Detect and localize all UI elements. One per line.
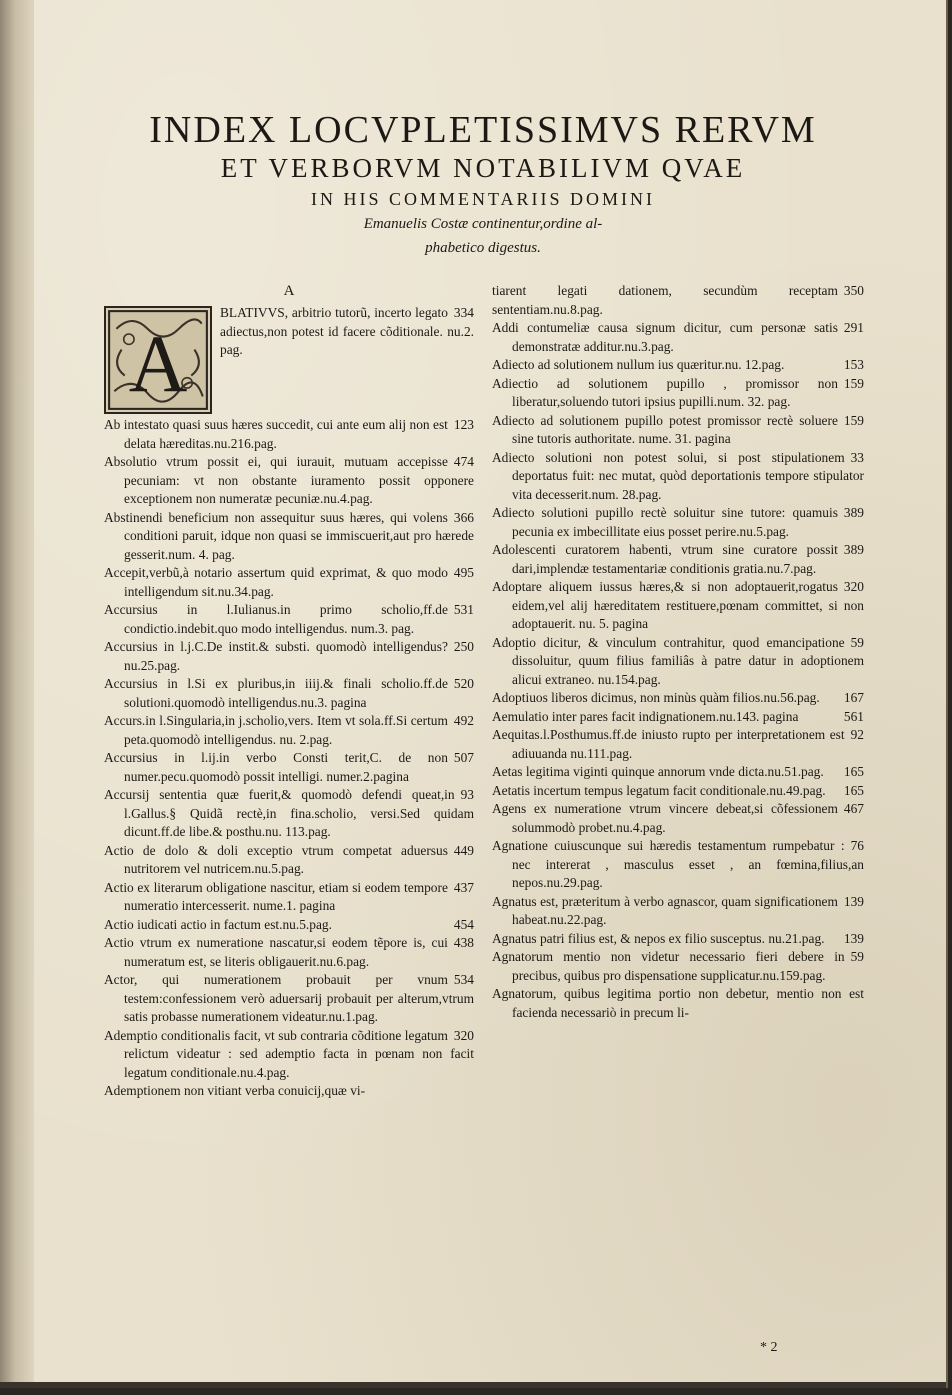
title-line-5: phabetico digestus.: [425, 240, 541, 256]
entry-text: Actio iudicati actio in factum est.nu.5.pag.: [104, 916, 332, 932]
index-entry: [104, 601, 474, 638]
entry-page-number: 33: [850, 449, 864, 465]
index-entry: [104, 934, 474, 971]
entry-page-number: 507: [453, 750, 474, 765]
entry-text: Absolutio vtrum possit ei, qui iurauit, mutuam accepisse pecuniam: vt non obstante iuramento possit opponere exceptionem non numeratæ pecuniæ.nu.4.pag.: [104, 454, 474, 506]
index-entry: [492, 948, 864, 985]
entry-page-number: 93: [460, 787, 474, 802]
entry-text: Agnatione cuiuscunque sui hæredis testamentum rumpebatur : nec intererat , masculus esset , an fœmina,filius,an nepos.nu.29.pag.: [492, 838, 864, 890]
index-entry: [492, 763, 864, 782]
title-line-2: ET VERBORVM NOTABILIVM QVAE: [220, 153, 746, 183]
entry-page-number: 320: [453, 1027, 474, 1043]
entry-page-number: 139: [843, 893, 864, 909]
entry-text: Accursius in l.Iulianus.in primo scholio,ff.de condictio.indebit.quo modo intelligendus. num.3. pag.: [104, 602, 448, 636]
entry-page-number: 474: [453, 454, 474, 469]
entry-text: Adiecto solutioni non potest solui, si post stipulationem deportatus fuit: nec mutat, quòd deportationis tempore stipulator vita decesserit.num. 28.pag.: [492, 449, 864, 502]
index-entry: [104, 749, 474, 786]
entry-page-number: 59: [850, 634, 864, 650]
entry-page-number: 159: [843, 375, 864, 391]
entry-text: Addi contumeliæ causa signum dicitur, cum personæ satis demonstratæ additur.nu.3.pag.: [492, 320, 838, 354]
entry-text: Actio de dolo & doli exceptio vtrum competat aduersus nutritorem vel nutricem.nu.5.pag.: [104, 842, 448, 876]
entry-page-number: 534: [453, 972, 474, 987]
index-entry: [492, 578, 864, 634]
index-entry: [492, 504, 864, 541]
entry-text: Accursij sententia quæ fuerit,& quomodò defendi queat,in l.Gallus.§ Quidã rectè,in fina.scholio, versi.Sed quidam dicunt.ff.de libe.& posthu.nu. 113.pag.: [104, 787, 474, 839]
entry-text: Accursius in l.ij.in verbo Consti terit,C. de non numer.pecu.quomodò possit intelligi. numer.2.pagina: [104, 750, 448, 784]
entry-text: Adolescenti curatorem habenti, vtrum sine curatore possit dari,implendæ testamentariæ conditionis gratia.nu.7.pag.: [492, 542, 838, 576]
book-binding: [0, 0, 34, 1388]
entry-page-number: 531: [453, 602, 474, 617]
index-entry: [492, 282, 864, 319]
entry-page-number: 123: [453, 417, 474, 432]
entry-page-number: 165: [843, 782, 864, 798]
entry-text: Adoptio dicitur, & vinculum contrahitur, quod emancipatione dissoluitur, quum filius familiâs à patre datur in adoptionem alicui extraneo. nu.154.pag.: [492, 634, 864, 687]
index-entry: [104, 638, 474, 675]
entry-page-number: 449: [453, 842, 474, 858]
index-entry: [492, 708, 864, 727]
entry-text: Adoptiuos liberos dicimus, non minùs quàm filios.nu.56.pag.: [492, 690, 820, 705]
title-line-1: INDEX LOCVPLETISSIMVS RERVM: [149, 109, 817, 151]
entry-text: Adoptare aliquem iussus hæres,& si non adoptauerit,rogatus eidem,vel alij hæreditatem restituere,pœnam committet, si non adoptauerit. nu. 5. pagina: [492, 579, 864, 631]
index-entry: [492, 930, 864, 949]
index-entry: [492, 375, 864, 412]
entry-page-number: 334: [453, 305, 474, 320]
entry-page-number: 389: [843, 505, 864, 520]
index-entry: [104, 786, 474, 842]
page-edge: [0, 1382, 946, 1388]
entry-page-number: 139: [843, 930, 864, 946]
entry-text: Aequitas.l.Posthumus.ff.de iniusto rupto per interpretationem est adiuuanda nu.111.pag.: [492, 727, 845, 761]
left-entry-list: [104, 304, 474, 1101]
index-entry: [104, 712, 474, 749]
index-entry: [104, 842, 474, 879]
entry-page-number: 320: [843, 579, 864, 594]
catchword: * 2: [760, 1340, 778, 1355]
entry-text: Actio ex literarum obligatione nascitur, etiam si eodem tempore numeratio intercesserit. nume.1. pagina: [104, 879, 448, 913]
title-line-4: Emanuelis Costæ continentur,ordine al-: [363, 216, 603, 232]
entry-page-number: 250: [453, 639, 474, 654]
entry-page-number: 153: [843, 357, 864, 372]
index-entry: [104, 1082, 474, 1101]
right-column: [492, 282, 864, 1022]
entry-text: Agnatorum, quibus legitima portio non debetur, mentio non est facienda necessariò in precum li-: [492, 986, 864, 1020]
entry-text: Abstinendi beneficium non assequitur suus hæres, qui volens conditioni paruit, idque non quasi se immiscuerit,aut pro hærede gesserit.num. 4. pag.: [104, 509, 474, 562]
index-entry: [104, 879, 474, 916]
entry-page-number: 159: [843, 412, 864, 428]
entry-text: Aetas legitima viginti quinque annorum vnde dicta.nu.51.pag.: [492, 764, 824, 779]
entry-text: Aemulatio inter pares facit indignationem.nu.143. pagina: [492, 708, 799, 724]
index-entry: [492, 726, 864, 763]
entry-page-number: 92: [850, 727, 864, 742]
entry-page-number: 520: [453, 676, 474, 691]
left-column: [104, 282, 474, 1101]
index-entry: [104, 564, 474, 601]
index-entry: [492, 634, 864, 690]
entry-page-number: 438: [453, 935, 474, 950]
index-entry: [492, 689, 864, 708]
index-entry: [492, 356, 864, 375]
entry-page-number: 437: [453, 879, 474, 895]
entry-page-number: 495: [453, 565, 474, 580]
index-entry: [492, 893, 864, 930]
index-entry: [104, 1027, 474, 1083]
index-entry: [104, 675, 474, 712]
entry-text: Adiecto ad solutionem nullum ius quæritur.nu. 12.pag.: [492, 357, 785, 372]
index-entry: [492, 800, 864, 837]
entry-text: Accursius in l.Si ex pluribus,in iiij.& finali scholio.ff.de solutioni.quomodò intelligendus.nu.3. pagina: [104, 676, 448, 710]
drop-cap-letter: A: [128, 319, 188, 410]
entry-page-number: 76: [850, 838, 864, 853]
index-entry: [104, 509, 474, 565]
index-title: [40, 108, 926, 260]
index-entry: [492, 837, 864, 893]
index-entry: [104, 416, 474, 453]
index-entry: [492, 541, 864, 578]
entry-page-number: 467: [843, 801, 864, 816]
index-entry: [104, 453, 474, 509]
ornamental-letter-icon: [106, 308, 210, 412]
entry-page-number: 454: [453, 916, 474, 932]
entry-text: Ab intestato quasi suus hæres succedit, cui ante eum alij non est delata hæreditas.nu.216.pag.: [104, 417, 448, 451]
entry-page-number: 59: [850, 949, 864, 964]
right-entry-list: [492, 282, 864, 1022]
entry-page-number: 561: [843, 708, 864, 724]
index-entry: [104, 971, 474, 1027]
entry-text: Accepit,verbũ,à notario assertum quid exprimat, & quo modo intelligendum sit.nu.34.pag.: [104, 565, 448, 599]
entry-page-number: 165: [843, 764, 864, 779]
entry-text: Agnatus est, præteritum à verbo agnascor, quam significationem habeat.nu.22.pag.: [492, 893, 838, 927]
index-entry: [492, 412, 864, 449]
entry-text: Actor, qui numerationem probauit per vnum testem:confessionem verò aduersarij probauit per alterum,vtrum satis probasse numerationem videatur.nu.1.pag.: [104, 972, 474, 1024]
entry-text: Ademptio conditionalis facit, vt sub contraria cõditione legatum relictum videatur : sed ademptio facta in pœnam non facit legatum conditionale.nu.4.pag.: [104, 1027, 474, 1080]
index-entry: [492, 985, 864, 1022]
entry-page-number: 167: [843, 690, 864, 705]
entry-text: tiarent legati dationem, secundùm receptam sententiam.nu.8.pag.: [492, 283, 838, 317]
entry-page-number: 366: [453, 509, 474, 525]
index-entry: [492, 782, 864, 801]
entry-text: Agens ex numeratione vtrum vincere debeat,si cõfessionem solummodò probet.nu.4.pag.: [492, 801, 838, 835]
entry-page-number: 492: [453, 713, 474, 728]
index-entry: [104, 916, 474, 935]
entry-text: Agnatus patri filius est, & nepos ex filio susceptus. nu.21.pag.: [492, 930, 825, 946]
entry-text: Adiecto solutioni pupillo rectè soluitur sine tutore: quamuis pecunia ex imbecillitate eius posset perire.nu.5.pag.: [492, 505, 838, 539]
entry-text: Adiectio ad solutionem pupillo , promissor non liberatur,soluendo tutori ipsius pupilli.num. 32. pag.: [492, 375, 838, 409]
index-entry: [492, 449, 864, 505]
entry-page-number: 291: [843, 320, 864, 335]
entry-text: Adiecto ad solutionem pupillo potest promissor rectè soluere sine tutoris authoritate. nume. 31. pagina: [492, 412, 838, 446]
entry-page-number: 350: [843, 283, 864, 298]
drop-cap: [104, 306, 212, 414]
section-letter: A: [283, 283, 295, 299]
entry-text: Ademptionem non vitiant verba conuicij,quæ vi-: [104, 1083, 366, 1098]
entry-text: Agnatorum mentio non videtur necessario fieri debere in precibus, quibus pro dispensatione supplicatur.nu.159.pag.: [492, 949, 845, 983]
entry-text: Actio vtrum ex numeratione nascatur,si eodem tẽpore is, cui numeratum est, se literis obligauerit.nu.6.pag.: [104, 935, 448, 969]
entry-text: BLATIVVS, arbitrio tutorũ, incerto legato adiectus,non potest id facere cõditionale. nu.2. pag.: [220, 305, 474, 357]
entry-text: Accurs.in l.Singularia,in j.scholio,vers. Item vt sola.ff.Si certum peta.quomodò intelligendus. nu. 2.pag.: [104, 713, 448, 747]
entry-text: Accursius in l.j.C.De instit.& substi. quomodò intelligendus?nu.25.pag.: [104, 639, 448, 673]
index-entry: [492, 319, 864, 356]
entry-page-number: 389: [843, 542, 864, 557]
entry-text: Aetatis incertum tempus legatum facit conditionale.nu.49.pag.: [492, 782, 826, 798]
title-line-3: IN HIS COMMENTARIIS DOMINI: [310, 189, 656, 209]
